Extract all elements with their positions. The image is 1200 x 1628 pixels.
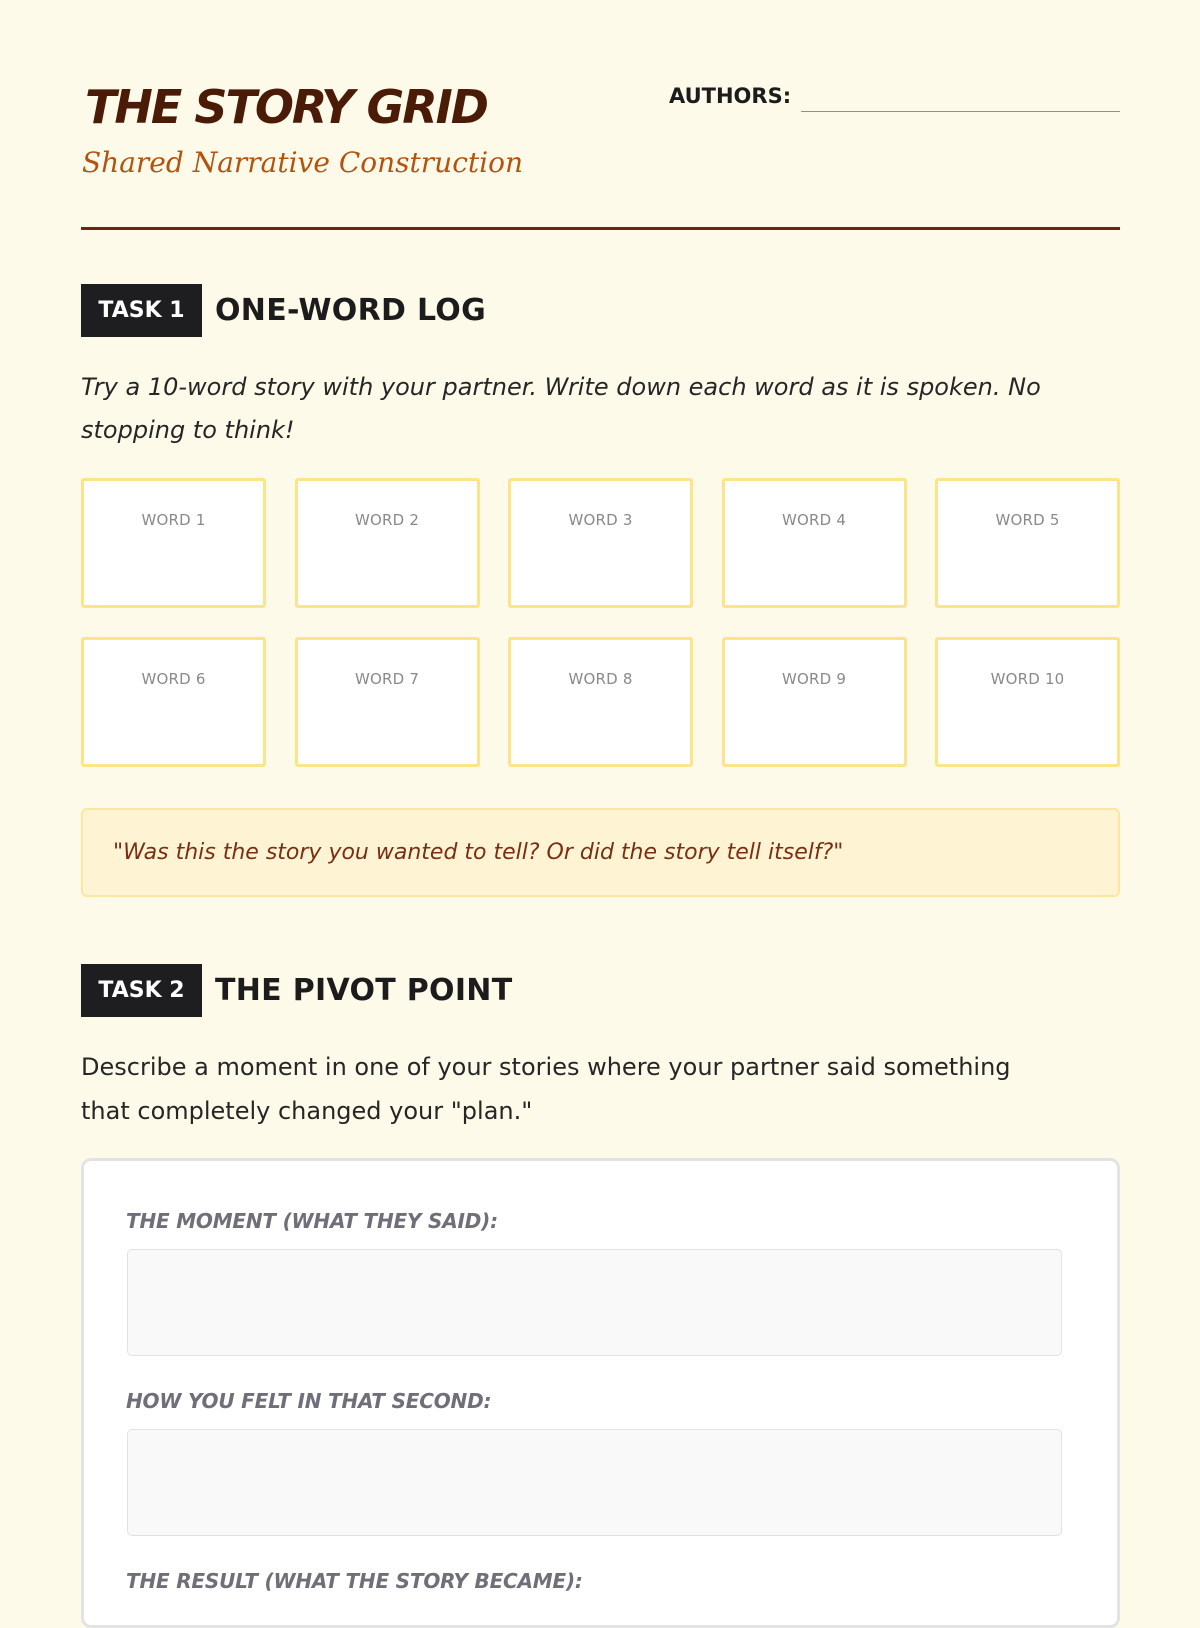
task2-header	[81, 964, 512, 1017]
moment-field[interactable]	[127, 1249, 1062, 1356]
task2-badge: TASK 2	[81, 964, 202, 1017]
word-box-6[interactable]	[81, 637, 266, 767]
reflection-quote: "Was this the story you wanted to tell? Or did the story tell itself?"	[81, 808, 1120, 897]
word-box-10[interactable]	[935, 637, 1120, 767]
word-box-2[interactable]	[295, 478, 480, 608]
word-grid	[81, 478, 1120, 767]
task2-description: Describe a moment in one of your stories where your partner said something that completely changed your "plan."	[81, 1053, 1011, 1125]
word-box-label: WORD 8	[568, 670, 633, 688]
moment-field-label: THE MOMENT (WHAT THEY SAID):	[126, 1209, 498, 1233]
task1-instructions: Try a 10-word story with your partner. Write down each word as it is spoken. No stopping to think!	[81, 373, 1041, 444]
pivot-point-card	[81, 1158, 1120, 1628]
task1-title: ONE-WORD LOG	[215, 293, 487, 328]
word-box-label: WORD 6	[141, 670, 206, 688]
word-box-3[interactable]	[508, 478, 693, 608]
page-title: THE STORY GRID	[85, 80, 487, 134]
page-subtitle: Shared Narrative Construction	[82, 146, 523, 179]
feeling-field[interactable]	[127, 1429, 1062, 1536]
word-box-4[interactable]	[722, 478, 907, 608]
word-box-7[interactable]	[295, 637, 480, 767]
word-box-label: WORD 4	[781, 511, 847, 529]
word-box-label: WORD 5	[995, 511, 1060, 529]
result-field-label: THE RESULT (WHAT THE STORY BECAME):	[126, 1569, 583, 1593]
task1-badge: TASK 1	[81, 284, 202, 337]
task2-title: THE PIVOT POINT	[215, 973, 513, 1008]
authors-input-line[interactable]	[801, 111, 1120, 112]
word-box-label: WORD 7	[354, 670, 420, 688]
worksheet-header	[81, 0, 1120, 230]
word-box-label: WORD 2	[354, 511, 420, 529]
word-box-label: WORD 10	[990, 670, 1065, 688]
task1-header	[81, 284, 486, 337]
feeling-field-label: HOW YOU FELT IN THAT SECOND:	[126, 1389, 492, 1413]
word-box-9[interactable]	[722, 637, 907, 767]
word-box-label: WORD 1	[141, 511, 206, 529]
word-box-8[interactable]	[508, 637, 693, 767]
authors-label: AUTHORS:	[669, 84, 792, 108]
word-box-5[interactable]	[935, 478, 1120, 608]
word-box-1[interactable]	[81, 478, 266, 608]
word-box-label: WORD 9	[781, 670, 847, 688]
word-box-label: WORD 3	[568, 511, 633, 529]
